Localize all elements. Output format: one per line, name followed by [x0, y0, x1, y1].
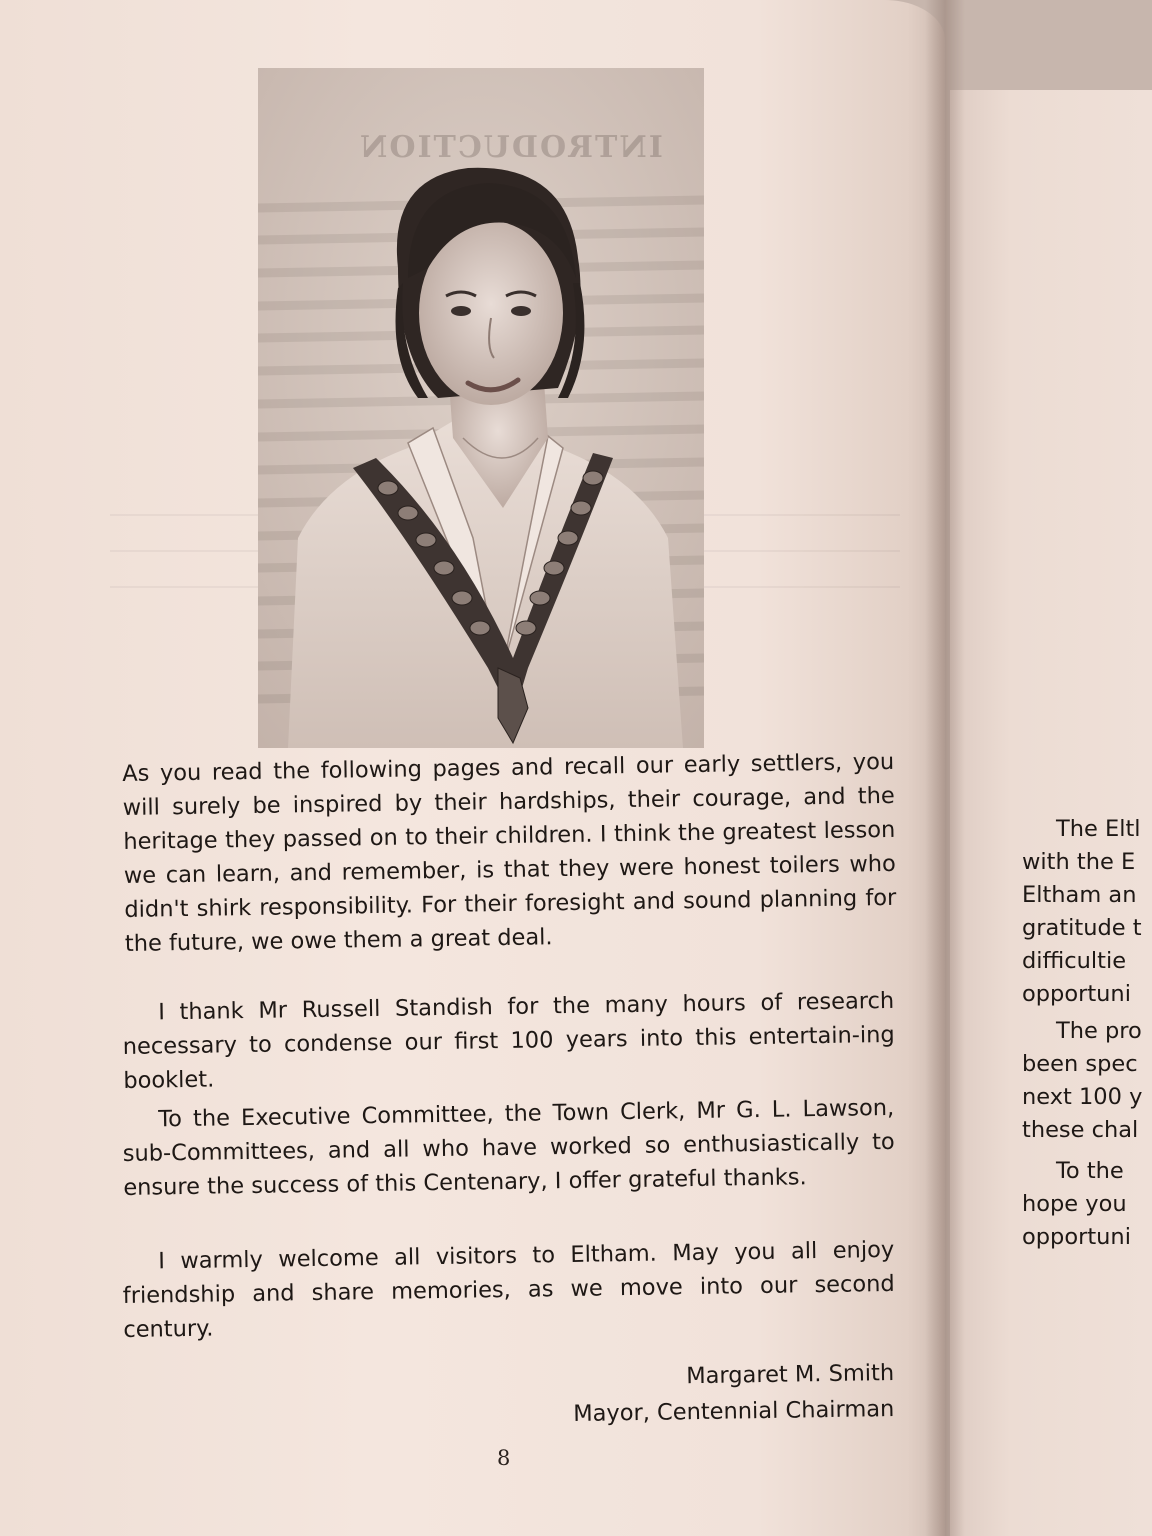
paragraph-3: To the Executive Committee, the Town Clerk, Mr G. L. Lawson, sub-Committees, and all who have worked so enthusiastically to ensure the success of this Centenary, I offer grateful thanks. [122, 1094, 895, 1201]
right-page-line: been spec [1022, 1051, 1138, 1077]
paragraph-4: I warmly welcome all visitors to Eltham. May you all enjoy friendship and share memories, as we move into our second century. [122, 1236, 895, 1343]
paragraph-1: As you read the following pages and recall our early settlers, you will surely be inspired by their hardships, their courage, and the heritage they passed on to their children. I think the greatest lesson we can learn, and remember, is that they were honest toilers who didn't shirk responsibility. For their foresight and sound planning for the future, we owe them a great deal. [122, 748, 897, 957]
right-page-line: these chal [1022, 1117, 1139, 1143]
right-page-line: Eltham an [1022, 882, 1137, 908]
right-page-line: opportuni [1022, 1224, 1131, 1250]
signature-title: Mayor, Centennial Chairman [572, 1396, 895, 1428]
right-page-line: The pro [1056, 1018, 1142, 1044]
paragraph-2: I thank Mr Russell Standish for the many hours of research necessary to condense our first 100 years into this entertain-ing booklet. [122, 987, 895, 1094]
right-page-line: gratitude t [1022, 915, 1142, 941]
right-page-line: next 100 y [1022, 1084, 1143, 1110]
right-page-block-2 [1022, 1015, 1152, 1147]
signature-name: Margaret M. Smith [686, 1360, 895, 1390]
right-page-line: opportuni [1022, 981, 1131, 1007]
right-page-line: The Eltl [1056, 816, 1141, 842]
book-gutter [925, 0, 965, 1536]
right-page-line: with the E [1022, 849, 1136, 875]
bleed-through-title: INTRODUCTION [358, 130, 663, 165]
right-page-line: difficultie [1022, 948, 1127, 974]
right-page-block-3 [1022, 1155, 1152, 1254]
right-page-line: hope you [1022, 1191, 1127, 1217]
page-number: 8 [497, 1446, 511, 1470]
right-page-line: To the [1056, 1158, 1124, 1184]
right-page-block-1 [1022, 813, 1152, 1011]
mayor-portrait-photo [258, 68, 704, 748]
